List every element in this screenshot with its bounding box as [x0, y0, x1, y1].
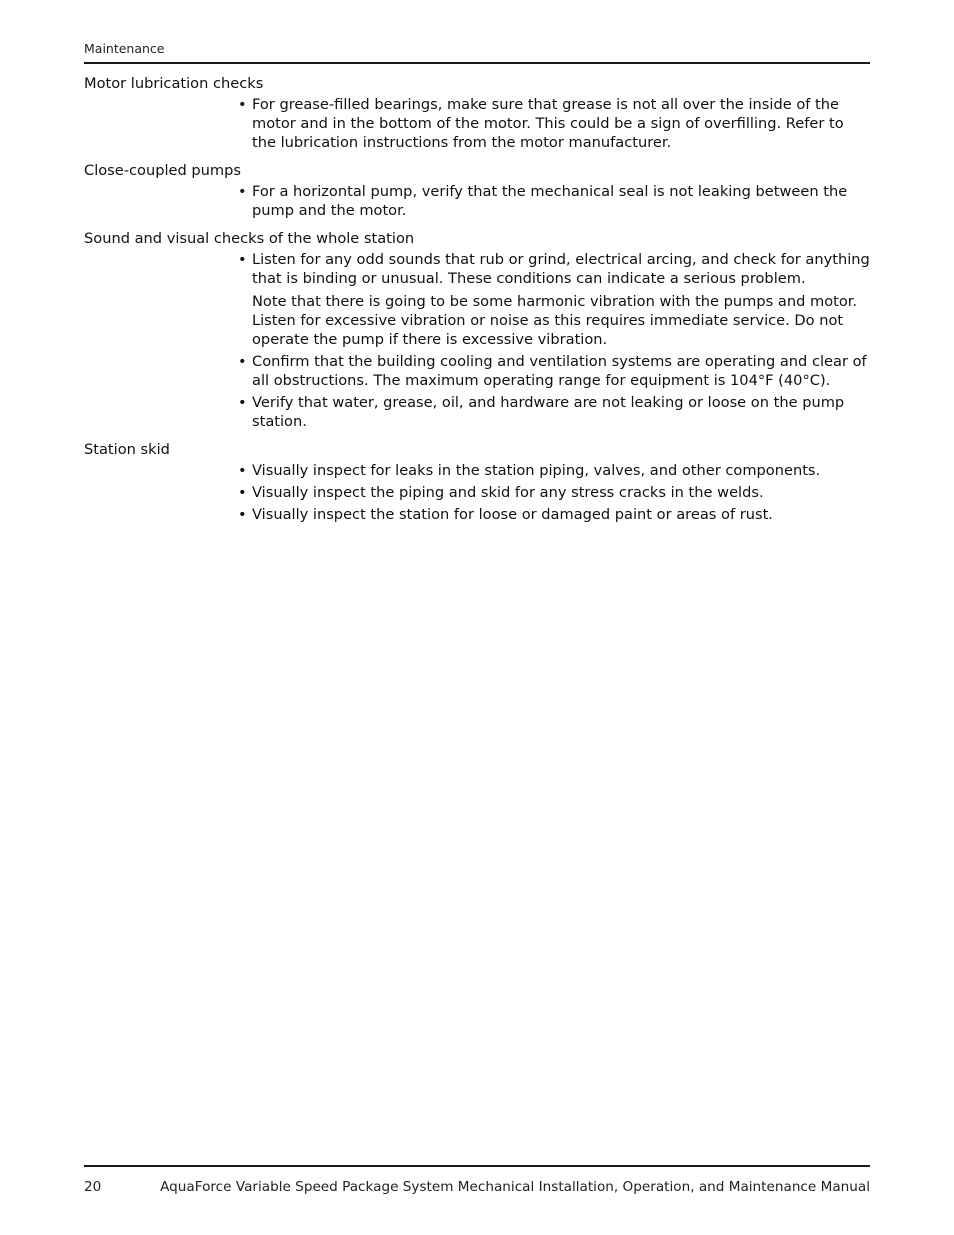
section-sound-visual-checks	[84, 229, 870, 431]
header-rule	[84, 62, 870, 64]
list-item-text: Confirm that the building cooling and ventilation systems are operating and clear of all obstructions. The maximum operating range for equipment is 104°F (40°C).	[252, 353, 867, 389]
list-item-text: For a horizontal pump, verify that the mechanical seal is not leaking between the pump and the motor.	[252, 183, 848, 219]
footer-rule	[84, 1165, 870, 1167]
bullet-marker: •	[238, 462, 247, 479]
list-item	[238, 250, 870, 349]
list-item-text: Visually inspect the piping and skid for any stress cracks in the welds.	[252, 484, 764, 501]
section-close-coupled-pumps	[84, 161, 870, 220]
bullet-marker: •	[238, 96, 247, 113]
list-item	[238, 461, 870, 480]
running-header: Maintenance	[84, 41, 165, 56]
bullet-list	[84, 461, 870, 524]
page-body	[84, 74, 870, 527]
list-item-text: Visually inspect the station for loose or damaged paint or areas of rust.	[252, 506, 773, 523]
bullet-marker: •	[238, 506, 247, 523]
list-item-text: Verify that water, grease, oil, and hardware are not leaking or loose on the pump station.	[252, 394, 845, 430]
section-heading: Close-coupled pumps	[84, 162, 242, 179]
bullet-list	[84, 250, 870, 431]
document-title: AquaForce Variable Speed Package System Mechanical Installation, Operation, and Maintenance Manual	[160, 1179, 870, 1195]
list-item	[238, 505, 870, 524]
section-station-skid	[84, 440, 870, 524]
section-heading: Station skid	[84, 441, 170, 458]
section-heading: Motor lubrication checks	[84, 75, 264, 92]
bullet-marker: •	[238, 353, 247, 370]
list-item-text: Visually inspect for leaks in the station piping, valves, and other components.	[252, 462, 821, 479]
bullet-list	[84, 95, 870, 152]
section-heading: Sound and visual checks of the whole station	[84, 230, 415, 247]
list-item-text: Listen for any odd sounds that rub or grind, electrical arcing, and check for anything that is binding or unusual. These conditions can indicate a serious problem.	[252, 251, 870, 287]
list-item	[238, 393, 870, 431]
bullet-marker: •	[238, 484, 247, 501]
list-item-text: For grease-filled bearings, make sure that grease is not all over the inside of the motor and in the bottom of the motor. This could be a sign of overfilling. Refer to the lubrication instructions from the motor manufacturer.	[252, 96, 844, 151]
bullet-marker: •	[238, 183, 247, 200]
bullet-marker: •	[238, 394, 247, 411]
list-item-note: Note that there is going to be some harmonic vibration with the pumps and motor. Listen for excessive vibration or noise as this requires immediate service. Do not operate the pump if there is excessive vibration.	[252, 293, 858, 348]
section-motor-lubrication	[84, 74, 870, 152]
page-number: 20	[84, 1179, 102, 1195]
list-item	[238, 95, 870, 152]
bullet-list	[84, 182, 870, 220]
bullet-marker: •	[238, 251, 247, 268]
list-item	[238, 182, 870, 220]
list-item	[238, 352, 870, 390]
list-item	[238, 483, 870, 502]
